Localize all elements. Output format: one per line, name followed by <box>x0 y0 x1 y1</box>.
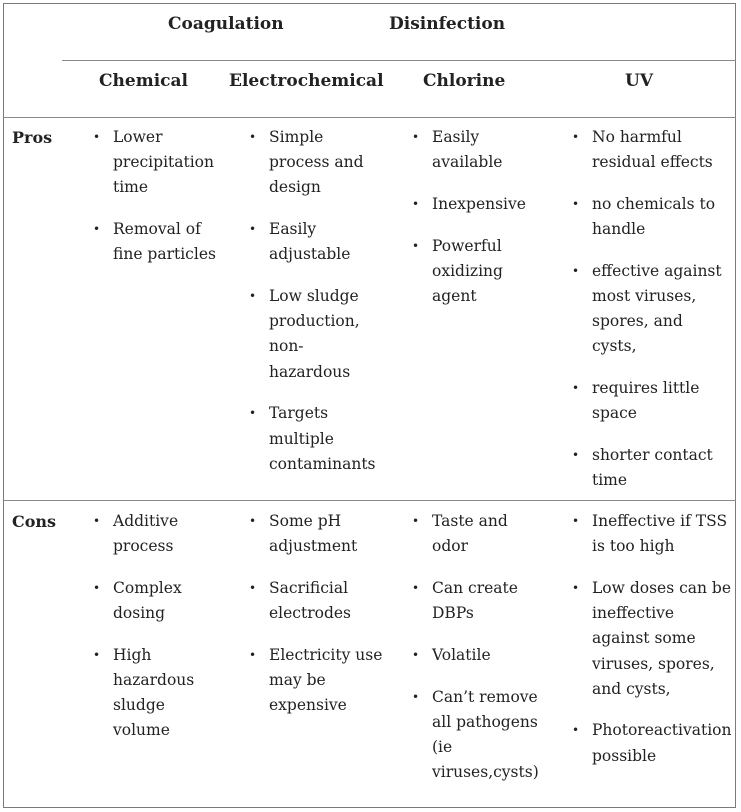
list-item: • Volatile <box>411 643 541 668</box>
list-item: • High hazardous sludge volume <box>92 643 220 744</box>
list-item: • Can’t remove all pathogens (ie viruses,cysts) <box>411 685 541 786</box>
pros-top-divider <box>3 117 736 118</box>
list-item: • Can create DBPs <box>411 576 541 626</box>
list-item: • Easily available <box>411 125 541 175</box>
list-item: • no chemicals to handle <box>571 192 731 242</box>
list-item: • Photoreactivation possible <box>571 718 731 768</box>
list-item: • Some pH adjustment <box>248 509 383 559</box>
list-item: • Sacrificial electrodes <box>248 576 383 626</box>
list-item: • Powerful oxidizing agent <box>411 234 541 310</box>
list-item: • Taste and odor <box>411 509 541 559</box>
cons-uv-cell <box>571 509 731 785</box>
cons-electrochemical-cell <box>248 509 383 735</box>
list-item: • Easily adjustable <box>248 217 383 267</box>
pros-chemical-cell <box>92 125 220 284</box>
list-item: • shorter contact time <box>571 443 731 493</box>
cons-chlorine-cell <box>411 509 541 802</box>
pros-uv-cell <box>571 125 731 510</box>
list-item: • Electricity use may be expensive <box>248 643 383 719</box>
pros-chlorine-cell <box>411 125 541 326</box>
list-item: • Targets multiple contaminants <box>248 401 383 477</box>
list-item: • requires little space <box>571 376 731 426</box>
list-item: • Lower precipitation time <box>92 125 220 201</box>
cons-chemical-cell <box>92 509 220 760</box>
list-item: • effective against most viruses, spores, and cysts, <box>571 259 731 360</box>
column-header-electrochemical: Electrochemical <box>229 71 384 91</box>
list-item: • Complex dosing <box>92 576 220 626</box>
list-item: • Simple process and design <box>248 125 383 201</box>
list-item: • Removal of fine particles <box>92 217 220 267</box>
group-header-disinfection: Disinfection <box>389 14 506 34</box>
column-header-chlorine: Chlorine <box>423 71 506 91</box>
list-item: • Low doses can be ineffective against some viruses, spores, and cysts, <box>571 576 731 702</box>
row-header-cons: Cons <box>12 512 57 531</box>
list-item: • Inexpensive <box>411 192 541 217</box>
header-divider <box>62 60 736 61</box>
pros-electrochemical-cell <box>248 125 383 493</box>
group-header-coagulation: Coagulation <box>168 14 284 34</box>
list-item: • No harmful residual effects <box>571 125 731 175</box>
list-item: • Low sludge production, non-hazardous <box>248 284 383 385</box>
column-header-uv: UV <box>625 71 654 91</box>
list-item: • Ineffective if TSS is too high <box>571 509 731 559</box>
column-header-chemical: Chemical <box>99 71 188 91</box>
list-item: • Additive process <box>92 509 220 559</box>
row-header-pros: Pros <box>12 128 53 147</box>
